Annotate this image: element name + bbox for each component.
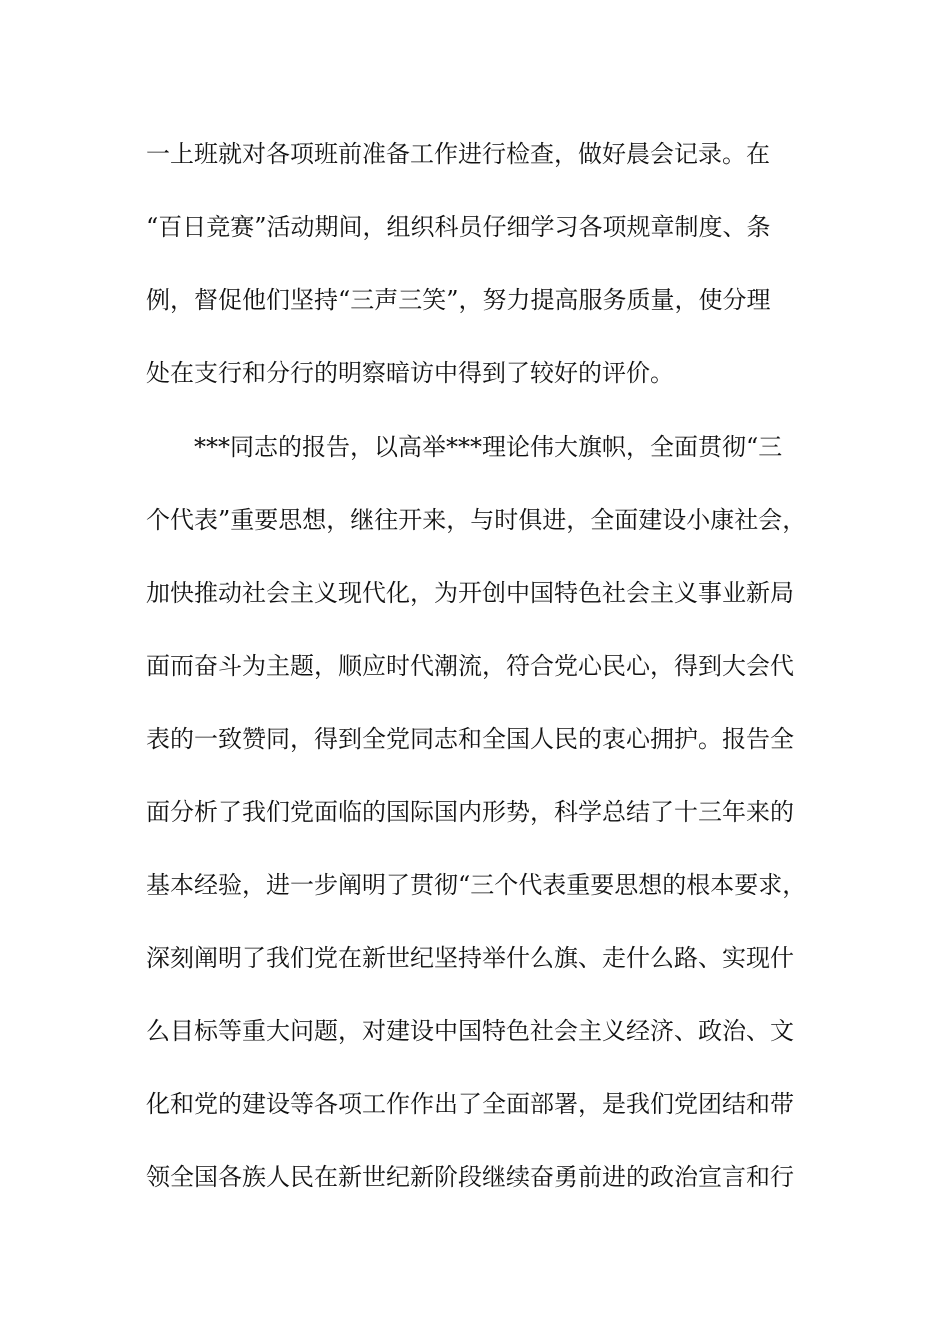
text-line: 领全国各族人民在新世纪新阶段继续奋勇前进的政治宣言和行 — [146, 1163, 794, 1191]
text-line: 基本经验，进一步阐明了贯彻“三个代表重要思想的根本要求， — [146, 871, 807, 899]
text-line: 个代表”重要思想，继往开来，与时俱进，全面建设小康社会， — [146, 506, 807, 534]
text-line: 面分析了我们党面临的国际国内形势，科学总结了十三年来的 — [146, 798, 794, 826]
text-line: 化和党的建设等各项工作作出了全面部署，是我们党团结和带 — [146, 1090, 794, 1118]
text-line: ***同志的报告，以高举***理论伟大旗帜，全面贯彻“三 — [146, 433, 783, 461]
text-line: 深刻阐明了我们党在新世纪坚持举什么旗、走什么路、实现什 — [146, 944, 794, 972]
text-line: “百日竞赛”活动期间，组织科员仔细学习各项规章制度、条 — [146, 213, 771, 241]
text-line: 一上班就对各项班前准备工作进行检查，做好晨会记录。在 — [146, 140, 770, 168]
text-line: 加快推动社会主义现代化，为开创中国特色社会主义事业新局 — [146, 579, 794, 607]
text-line: 面而奋斗为主题，顺应时代潮流，符合党心民心，得到大会代 — [146, 652, 794, 680]
text-line: 么目标等重大问题，对建设中国特色社会主义经济、政治、文 — [146, 1017, 794, 1045]
text-line: 处在支行和分行的明察暗访中得到了较好的评价。 — [146, 359, 674, 387]
text-line: 例，督促他们坚持“三声三笑”，努力提高服务质量，使分理 — [146, 286, 771, 314]
text-line: 表的一致赞同，得到全党同志和全国人民的衷心拥护。报告全 — [146, 725, 794, 753]
